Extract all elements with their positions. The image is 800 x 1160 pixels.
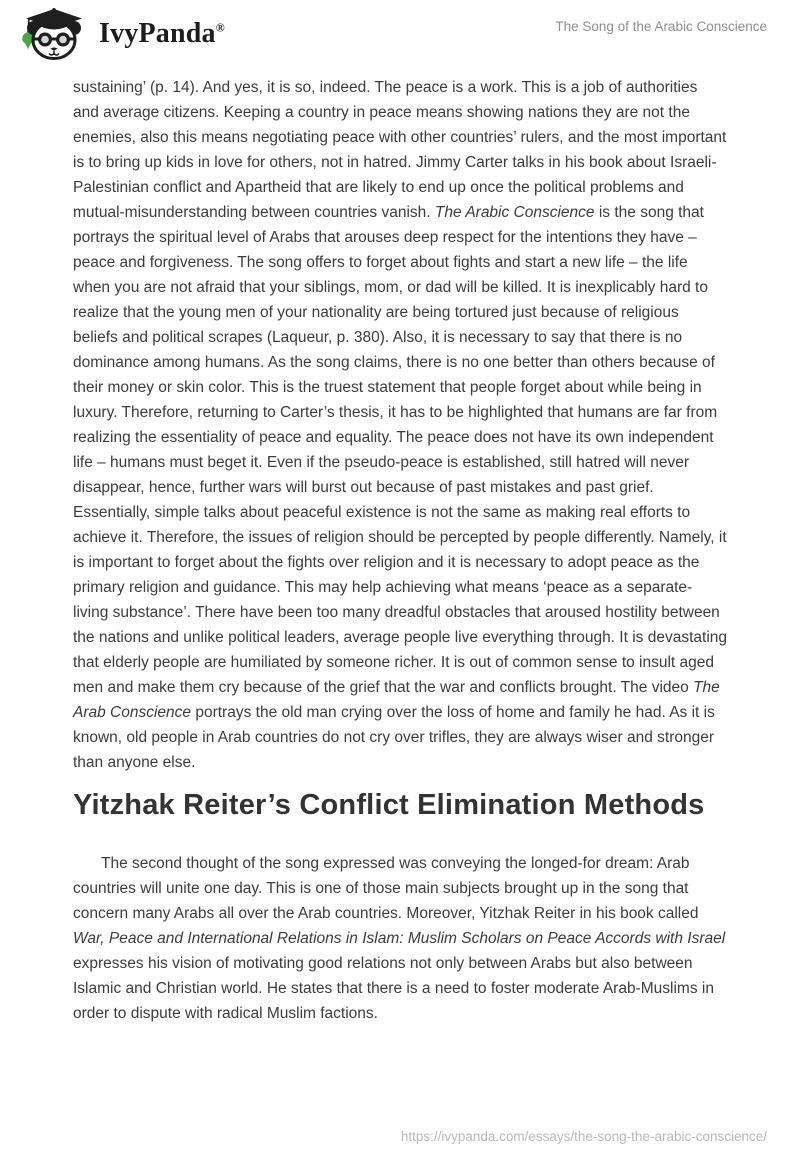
essay-paragraph: sustaining’ (p. 14). And yes, it is so, indeed. The peace is a work. This is a job of authorities and average citizens. Keeping a country in peace means showing nations they are not the enemies, also this means negotiating peace with other countries’ rulers, and the most important is to bring up kids in love for others, not in hatred. Jimmy Carter talks in his book about Israeli-Palestinian conflict and Apartheid that are likely to end up once the political problems and mutual-misunderstanding between countries vanish. The Arabic Conscience is the song that portrays the spiritual level of Arabs that arouses deep respect for the intentions they have – peace and forgiveness. The song offers to forget about fights and start a new life – the life when you are not afraid that your siblings, mom, or dad will be killed. It is inexplicably hard to realize that the young men of your nationality are being tortured just because of religious beliefs and political scrapes (Laqueur, p. 380). Also, it is necessary to say that there is no dominance among humans. As the song claims, there is no one better than others because of their money or skin color. This is the truest statement that people forget about while being in luxury. Therefore, returning to Carter’s thesis, it has to be highlighted that humans are far from realizing the essentiality of peace and equality. The peace does not have its own independent life – humans must beget it. Even if the pseudo-peace is established, still hatred will never disappear, hence, further wars will burst out because of past mistakes and past grief. Essentially, simple talks about peaceful existence is not the same as making real efforts to achieve it. Therefore, the issues of religion should be percepted by people differently. Namely, it is important to forget about the fights over religion and it is necessary to adopt peace as the primary religion and guidance. This may help achieving what means ‘peace as a separate-living substance’. There have been too many dreadful obstacles that aroused hostility between the nations and unlike political leaders, average people live everything through. It is devastating that elderly people are humiliated by someone richer. It is out of common sense to insult aged men and make them cry because of the grief that the war and conflicts brought. The video The Arab Conscience portrays the old man crying over the loss of home and family he had. As it is known, old people in Arab countries do not cry over trifles, they are always wiser and stronger than anyone else. <box>73 79 727 771</box>
source-url-link[interactable]: https://ivypanda.com/essays/the-song-the-arabic-conscience/ <box>400 1129 767 1144</box>
panda-graduation-logo-icon <box>18 8 90 60</box>
section-heading: Yitzhak Reiter’s Conflict Elimination Methods <box>73 789 705 821</box>
page-footer <box>401 1128 767 1146</box>
document-header-title: The Song of the Arabic Conscience <box>555 19 767 34</box>
ivypanda-logo-link[interactable] <box>18 8 225 60</box>
essay-content <box>73 75 727 1026</box>
registered-trademark-mark: ® <box>215 20 225 35</box>
brand-name <box>99 8 225 60</box>
page-header <box>0 0 800 60</box>
brand-name-text: IvyPanda <box>99 18 216 49</box>
essay-paragraph: The second thought of the song expressed was conveying the longed-for dream: Arab countries will unite one day. This is one of those main subjects brought up in the song that concern many Arabs all over the Arab countries. Moreover, Yitzhak Reiter in his book called War, Peace and International Relations in Islam: Muslim Scholars on Peace Accords with Israel expresses his vision of motivating good relations not only between Arabs but also between Islamic and Christian world. He states that there is a need to foster moderate Arab-Muslims in order to dispute with radical Muslim factions. <box>73 855 726 1022</box>
